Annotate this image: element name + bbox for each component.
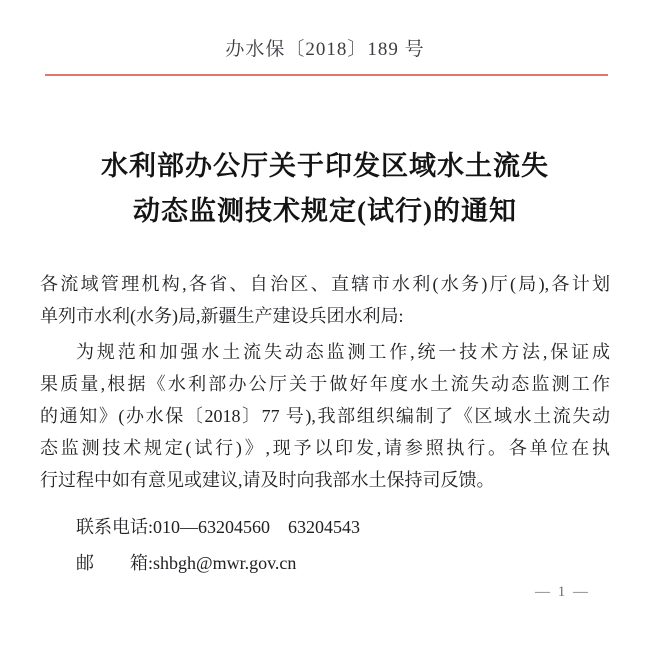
paragraph-line-3: 的通知》(办水保〔2018〕77 号),我部组织编制了《区域水土流失动: [40, 406, 610, 426]
salutation-line-2: 单列市水利(水务)局,新疆生产建设兵团水利局:: [40, 306, 404, 326]
paragraph-line-4: 态监测技术规定(试行)》,现予以印发,请参照执行。各单位在执: [40, 438, 610, 458]
page-number: — 1 —: [535, 584, 590, 600]
paragraph-line-1: 为规范和加强水土流失动态监测工作,统一技术方法,保证成: [76, 342, 610, 362]
salutation-line-1: 各流域管理机构,各省、自治区、直辖市水利(水务)厅(局),各计划: [40, 274, 610, 294]
title-line-2: 动态监测技术规定(试行)的通知: [133, 196, 517, 226]
paragraph-line-5: 行过程中如有意见或建议,请及时向我部水土保持司反馈。: [40, 470, 495, 490]
doc-number: 办水保〔2018〕189 号: [225, 39, 425, 60]
paragraph-line-2: 果质量,根据《水利部办公厅关于做好年度水土流失动态监测工作: [40, 374, 610, 394]
document-body: [40, 268, 610, 579]
header-divider-line: [45, 74, 608, 76]
title-line-1: 水利部办公厅关于印发区域水土流失: [101, 151, 549, 181]
contact-email: 邮 箱:shbgh@mwr.gov.cn: [76, 553, 297, 573]
contact-phone: 联系电话:010—63204560 63204543: [76, 517, 361, 537]
document-title: [0, 144, 650, 234]
